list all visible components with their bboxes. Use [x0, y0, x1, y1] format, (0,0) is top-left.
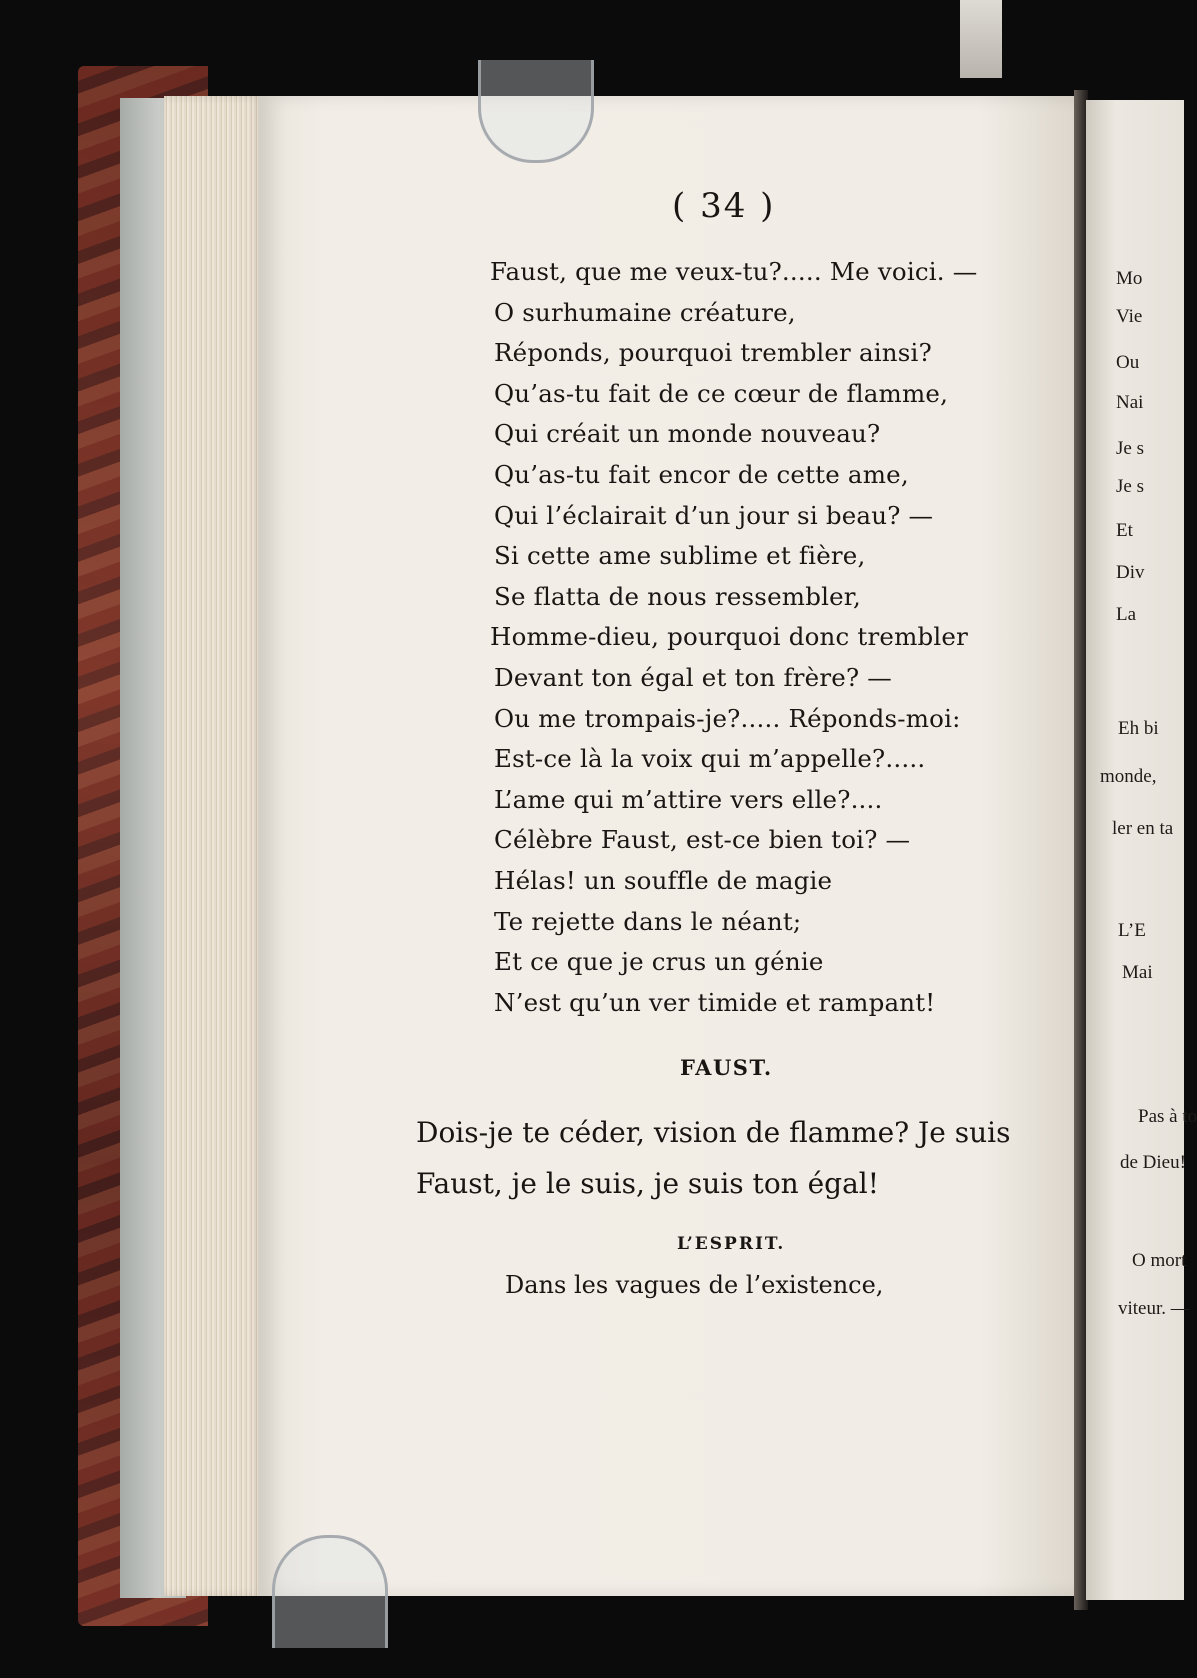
- closing-verse-line: Dans les vagues de l’existence,: [505, 1271, 884, 1299]
- next-page-fragment: L’E: [1118, 920, 1146, 941]
- faust-speech: Dois-je te céder, vision de flamme? Je suis Faust, je le suis, je suis ton égal!: [416, 1116, 1011, 1200]
- verse-line: Homme-dieu, pourquoi donc trembler: [490, 622, 969, 652]
- bottom-page-clip: [272, 1535, 388, 1648]
- next-page-fragment: de Dieu!: [1120, 1152, 1186, 1173]
- verse-line: Est-ce là la voix qui m’appelle?.....: [494, 744, 926, 774]
- next-page-fragment: O mort: [1132, 1250, 1187, 1271]
- next-page-fragment: monde,: [1100, 766, 1157, 787]
- next-page-fragment: Ou: [1116, 352, 1140, 373]
- verse-line: Réponds, pourquoi trembler ainsi?: [494, 338, 932, 368]
- next-page-fragment: viteur. —: [1118, 1298, 1190, 1319]
- next-page-fragment: ler en ta: [1112, 818, 1174, 839]
- verse-line: O surhumaine créature,: [494, 297, 796, 327]
- verse-block: [490, 252, 978, 1023]
- verse-line: Si cette ame sublime et fière,: [494, 541, 866, 571]
- next-page-fragment: Je s: [1116, 476, 1144, 497]
- next-page-fragment: Eh bi: [1118, 718, 1159, 739]
- next-page-fragment: Div: [1116, 562, 1145, 583]
- next-page-fragment: Et: [1116, 520, 1133, 541]
- next-page-fragment: Vie: [1116, 306, 1143, 327]
- verse-line: Te rejette dans le néant;: [494, 906, 802, 936]
- verse-line: Qu’as-tu fait de ce cœur de flamme,: [494, 378, 949, 408]
- verse-line: Se flatta de nous ressembler,: [494, 581, 862, 611]
- paper-tab: [960, 0, 1002, 78]
- verse-line: Qui créait un monde nouveau?: [494, 419, 881, 449]
- top-page-clip: [478, 60, 594, 163]
- next-page-fragment: Mo: [1116, 268, 1143, 289]
- verse-line: Devant ton égal et ton frère? —: [494, 662, 892, 692]
- next-page-fragment: Mai: [1122, 962, 1153, 983]
- page-edges: [164, 96, 264, 1596]
- next-page-fragment: Je s: [1116, 438, 1144, 459]
- verse-line: Faust, que me veux-tu?..... Me voici. —: [490, 257, 978, 286]
- verse-line: Qu’as-tu fait encor de cette ame,: [494, 459, 909, 489]
- verse-line: Ou me trompais-je?..... Réponds-moi:: [494, 703, 961, 733]
- verse-line: Hélas! un souffle de magie: [494, 865, 833, 895]
- page-number: ( 34 ): [672, 186, 776, 226]
- next-page-fragment: La: [1116, 604, 1137, 625]
- speaker-heading-faust: FAUST.: [680, 1055, 773, 1080]
- verse-line: Et ce que je crus un génie: [494, 947, 824, 977]
- verse-line: L’ame qui m’attire vers elle?....: [494, 784, 883, 814]
- next-page-fragment: Nai: [1116, 392, 1144, 413]
- verse-line: Célèbre Faust, est-ce bien toi? —: [494, 825, 911, 855]
- verse-line: N’est qu’un ver timide et rampant!: [494, 987, 936, 1017]
- verse-line: Qui l’éclairait d’un jour si beau? —: [494, 500, 934, 530]
- speaker-heading-esprit: L’ESPRIT.: [677, 1234, 786, 1254]
- next-page-fragment: Pas à to: [1138, 1106, 1197, 1127]
